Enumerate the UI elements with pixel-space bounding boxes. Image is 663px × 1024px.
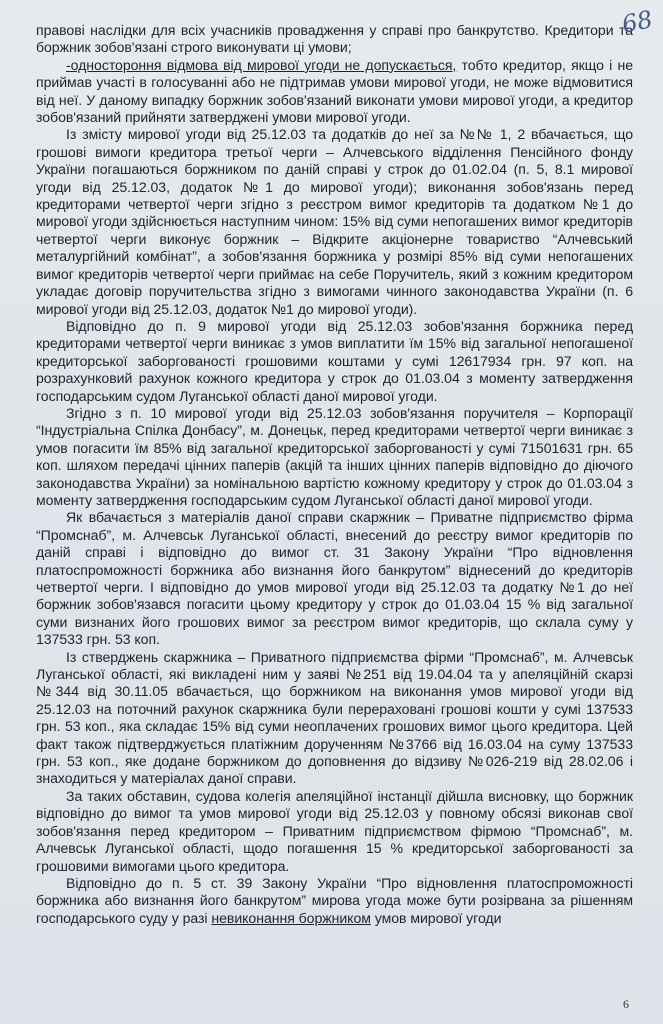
document-body	[36, 22, 633, 927]
paragraph-text: Відповідно до п. 5 ст. 39 Закону України “Про відновлення платоспроможності боржника або визнання його банкрутом” мирова угода може бути розірвана за рішенням господарського суду у разі	[36, 874, 633, 926]
paragraph	[36, 22, 633, 57]
paragraph	[36, 405, 633, 509]
paragraph-text: Як вбачається з матеріалів даної справи скаржник – Приватне підприємство фірма “Промснаб”, м. Алчевськ Луганської області, внесений до реєстру вимог кредиторів по даній справі і відповідно до вимог ст. 31 Закону України “Про відновлення платоспроможності боржника або визнання його банкрутом” віднесений до кредиторів четвертої черги. І відповідно до умов мирової угоди від 25.12.03 та додатку №1 до неї боржник зобов'язався погасити цьому кредитору у строк до 01.03.04 15 % від загальної суми визнаних його грошових вимог за реєстром вимог кредиторів, що склала суму у 137533 грн. 53 коп.	[36, 509, 633, 648]
paragraph	[36, 318, 633, 405]
page-number: 6	[623, 997, 629, 1011]
paragraph-text: тобто кредитор, якщо і не приймав участі в голосуванні або не підтримав умови мирової угоди, не може відмовитися від неї. У даному випадку боржник зобов'язаний виконати умови мирової угоди, а кредитор зобов'язаний прийняти затверджені умови мирової угоди.	[36, 56, 634, 126]
paragraph-text: За таких обставин, судова колегія апеляційної інстанції дійшла висновку, що боржник відповідно до вимог та умов мирової угоди від 25.12.03 у повному обсязі виконав свої зобов'язання перед кредитором – Приватним підприємством фірмою “Промснаб”, м. Алчевськ Луганської області, щодо погашення 15 % кредиторської заборгованості за грошовими вимогами цього кредитора.	[36, 787, 633, 874]
paragraph-text: умов мирової угоди	[370, 909, 502, 926]
underlined-text: -одностороння відмова від мирової угоди не допускається,	[66, 56, 457, 73]
paragraph-text: правові наслідки для всіх учасників провадження у справі про банкрутство. Кредитори та боржник зобов'язані строго виконувати ці умови;	[36, 22, 633, 56]
paragraph	[36, 788, 633, 875]
paragraph-text: Відповідно до п. 9 мирової угоди від 25.12.03 зобов'язання боржника перед кредиторами четвертої черги виникає з умов виплатити їм 15% від загальної непогашеної кредиторської заборгованості грошовими коштами у сумі 12617934 грн. 97 коп. на розрахунковий рахунок кожного кредитора у строк до 01.03.04 з моменту затвердження господарським судом Луганської області даної мирової угоди.	[36, 317, 633, 404]
paragraph-text: Із змісту мирової угоди від 25.12.03 та додатків до неї за №№ 1, 2 вбачається, що грошові вимоги кредитора третьої черги – Алчевського відділення Пенсійного фонду України погашаються боржником по даній справі у строк до 01.02.04 (п. 5, 8.1 мирової угоди від 25.12.03, додаток №1 до мирової угоди); виконання зобов'язань перед кредиторами четвертої черги згідно з реєстром вимог кредиторів та додатком №1 до мирової угоди здійснюється наступним чином: 15% від суми непогашених вимог кредиторів четвертої черги виконує боржник – Відкрите акціонерне товариство “Алчевський металургійний комбінат”, а зобов'язання боржника у розмірі 85% від суми непогашених вимог кредиторів четвертої черги приймає на себе Поручитель, який з кожним кредитором укладає договір поручительства згідно з вимогами чинного законодавства України (п. 6 мирової угоди від 25.12.03, додаток №1 до мирової угоди).	[36, 126, 633, 317]
paragraph	[36, 649, 633, 788]
paragraph	[36, 57, 633, 127]
paragraph	[36, 509, 633, 648]
handwritten-page-number: 68	[619, 5, 656, 39]
paragraph	[36, 875, 633, 927]
paragraph	[36, 126, 633, 317]
underlined-text: невиконання боржником	[211, 909, 371, 926]
paragraph-text: Із стверджень скаржника – Приватного підприємства фірми “Промснаб”, м. Алчевськ Луганської області, які викладені ним у заяві №251 від 19.04.04 та у апеляційній скарзі №344 від 30.11.05 вбачається, що боржником на виконання умов мирової угоди від 25.12.03 на поточний рахунок скаржника були перераховані грошові кошти у сумі 137533 грн. 53 коп., яка складає 15% від суми неоплачених грошових вимог цього кредитора. Цей факт також підтверджується платіжним дорученням №3766 від 16.03.04 на суму 137533 грн. 53 коп., яке додане боржником до доповнення до відзиву №026-219 від 28.02.06 і знаходиться у матеріалах даної справи.	[36, 648, 633, 787]
paragraph-text: Згідно з п. 10 мирової угоди від 25.12.03 зобов'язання поручителя – Корпорації “Індустріальна Спілка Донбасу”, м. Донецьк, перед кредиторами четвертої черги виникає з умов погасити їм 85% від загальної кредиторської заборгованості у сумі 71501631 грн. 65 коп. шляхом передачі цінних паперів (акцій та інших цінних паперів відповідно до діючого законодавства України) за номінальною вартістю кожному кредитору у строк до 01.03.04 з моменту затвердження господарським судом Луганської області даної мирової угоди.	[36, 404, 633, 508]
